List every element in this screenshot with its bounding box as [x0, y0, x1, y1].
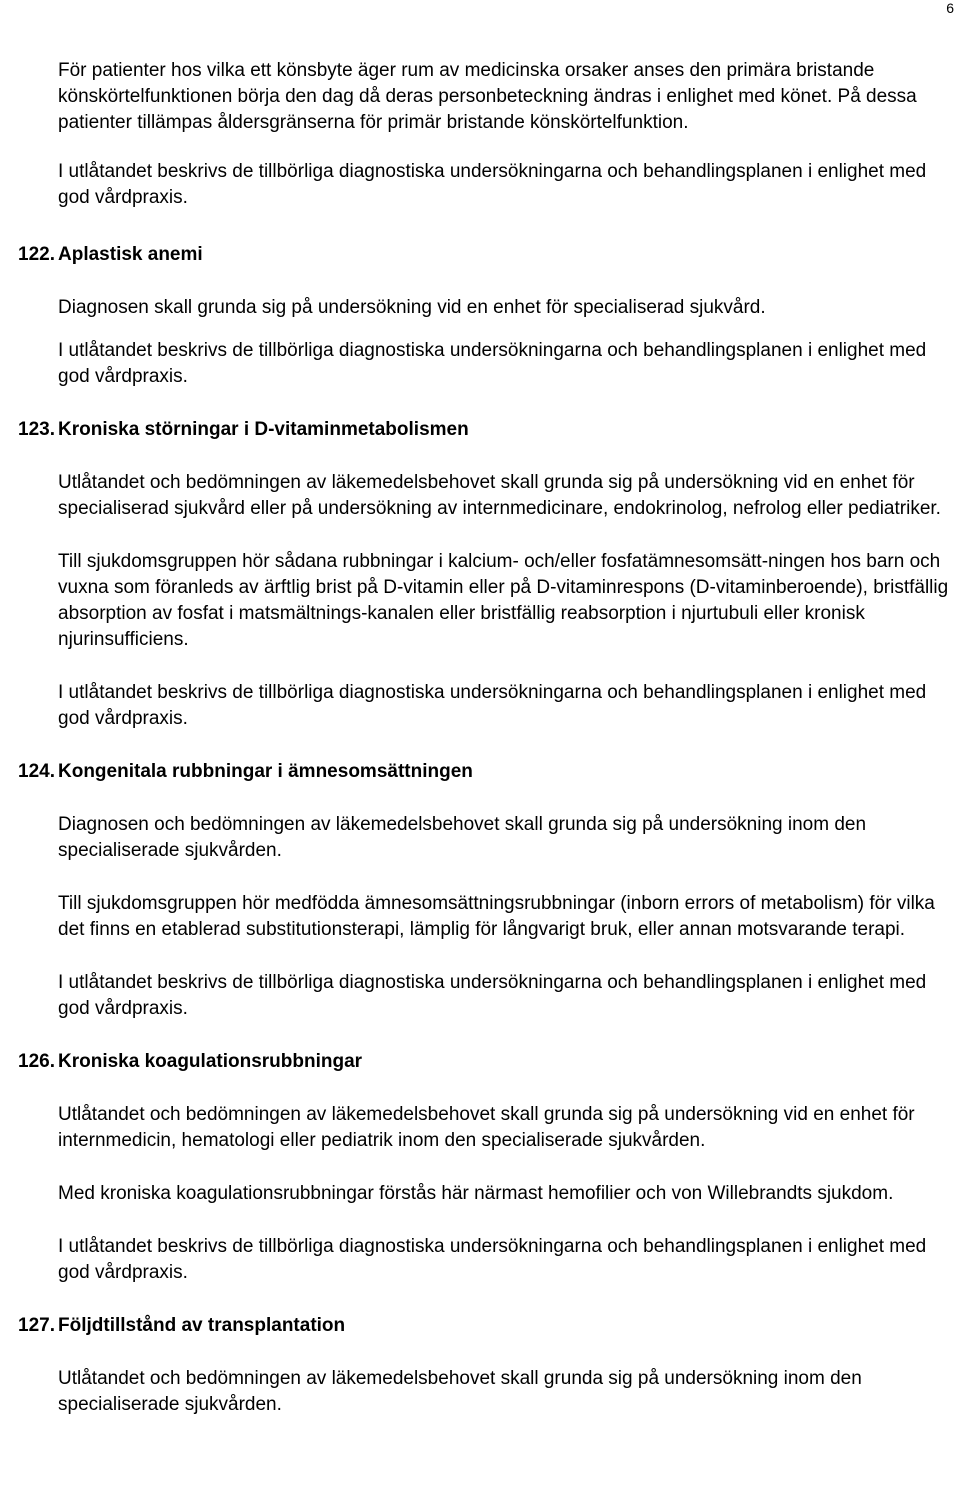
section-heading — [18, 1049, 958, 1075]
section-paragraph: Med kroniska koagulationsrubbningar förstås här närmast hemofilier och von Willebrandts sjukdom. — [58, 1183, 894, 1204]
section-paragraph: Till sjukdomsgruppen hör medfödda ämnesomsättningsrubbningar (inborn errors of metabolism) för vilka det finns en etablerad substitutionsterapi, lämplig för långvarigt bruk, eller annan motsvarande terapi. — [58, 893, 935, 940]
section-heading — [18, 242, 958, 268]
section-paragraph: Diagnosen och bedömningen av läkemedelsbehovet skall grunda sig på undersökning inom den specialiserade sjukvården. — [58, 814, 867, 861]
section-paragraph: Utlåtandet och bedömningen av läkemedelsbehovet skall grunda sig på undersökning vid en enhet för internmedicin, hematologi eller pediatrik inom den specialiserade sjukvården. — [58, 1104, 915, 1151]
section-number: 123. — [18, 419, 55, 440]
section-heading — [18, 417, 958, 443]
section-title: Kroniska koagulationsrubbningar — [58, 1051, 363, 1072]
section-title: Kongenitala rubbningar i ämnesomsättningen — [58, 761, 473, 782]
section-title: Kroniska störningar i D-vitaminmetabolismen — [58, 419, 469, 440]
section-number: 127. — [18, 1315, 55, 1336]
section-paragraph: Diagnosen skall grunda sig på undersökning vid en enhet för specialiserad sjukvård. — [58, 297, 766, 318]
section-number: 122. — [18, 244, 55, 265]
section-paragraph: I utlåtandet beskrivs de tillbörliga diagnostiska undersökningarna och behandlingsplanen i enlighet med god vårdpraxis. — [58, 1236, 927, 1283]
section-title: Aplastisk anemi — [58, 244, 203, 265]
section-paragraph: Utlåtandet och bedömningen av läkemedelsbehovet skall grunda sig på undersökning inom den specialiserade sjukvården. — [58, 1368, 862, 1415]
section-number: 124. — [18, 761, 55, 782]
section-title: Följdtillstånd av transplantation — [58, 1315, 346, 1336]
section-paragraph: I utlåtandet beskrivs de tillbörliga diagnostiska undersökningarna och behandlingsplanen i enlighet med god vårdpraxis. — [58, 682, 927, 729]
intro-paragraph: För patienter hos vilka ett könsbyte äger rum av medicinska orsaker anses den primära bristande könskörtelfunktionen börja den dag då deras personbeteckning ändras i enlighet med könet. På dessa patienter tillämpas åldersgränserna för primär bristande könskörtelfunktion. — [58, 60, 917, 133]
section-paragraph: Utlåtandet och bedömningen av läkemedelsbehovet skall grunda sig på undersökning vid en enhet för specialiserad sjukvård eller på undersökning av internmedicinare, endokrinolog, nefrolog eller pediatriker. — [58, 472, 941, 519]
section-paragraph: I utlåtandet beskrivs de tillbörliga diagnostiska undersökningarna och behandlingsplanen i enlighet med god vårdpraxis. — [58, 340, 927, 387]
intro-paragraph: I utlåtandet beskrivs de tillbörliga diagnostiska undersökningarna och behandlingsplanen i enlighet med god vårdpraxis. — [58, 161, 927, 208]
section-paragraph: I utlåtandet beskrivs de tillbörliga diagnostiska undersökningarna och behandlingsplanen i enlighet med god vårdpraxis. — [58, 972, 927, 1019]
section-heading — [18, 759, 958, 785]
page-number: 6 — [946, 0, 954, 16]
document-body — [18, 58, 958, 1418]
section-number: 126. — [18, 1051, 55, 1072]
section-heading — [18, 1313, 958, 1339]
section-paragraph: Till sjukdomsgruppen hör sådana rubbningar i kalcium- och/eller fosfatämnesomsätt-ningen hos barn och vuxna som föranleds av ärftlig brist på D-vitamin eller på D-vitaminrespons (D-vitaminberoende), bristfällig absorption av fosfat i matsmältnings-kanalen eller bristfällig reabsorption i njurtubuli eller kronisk njurinsufficiens. — [58, 551, 949, 650]
